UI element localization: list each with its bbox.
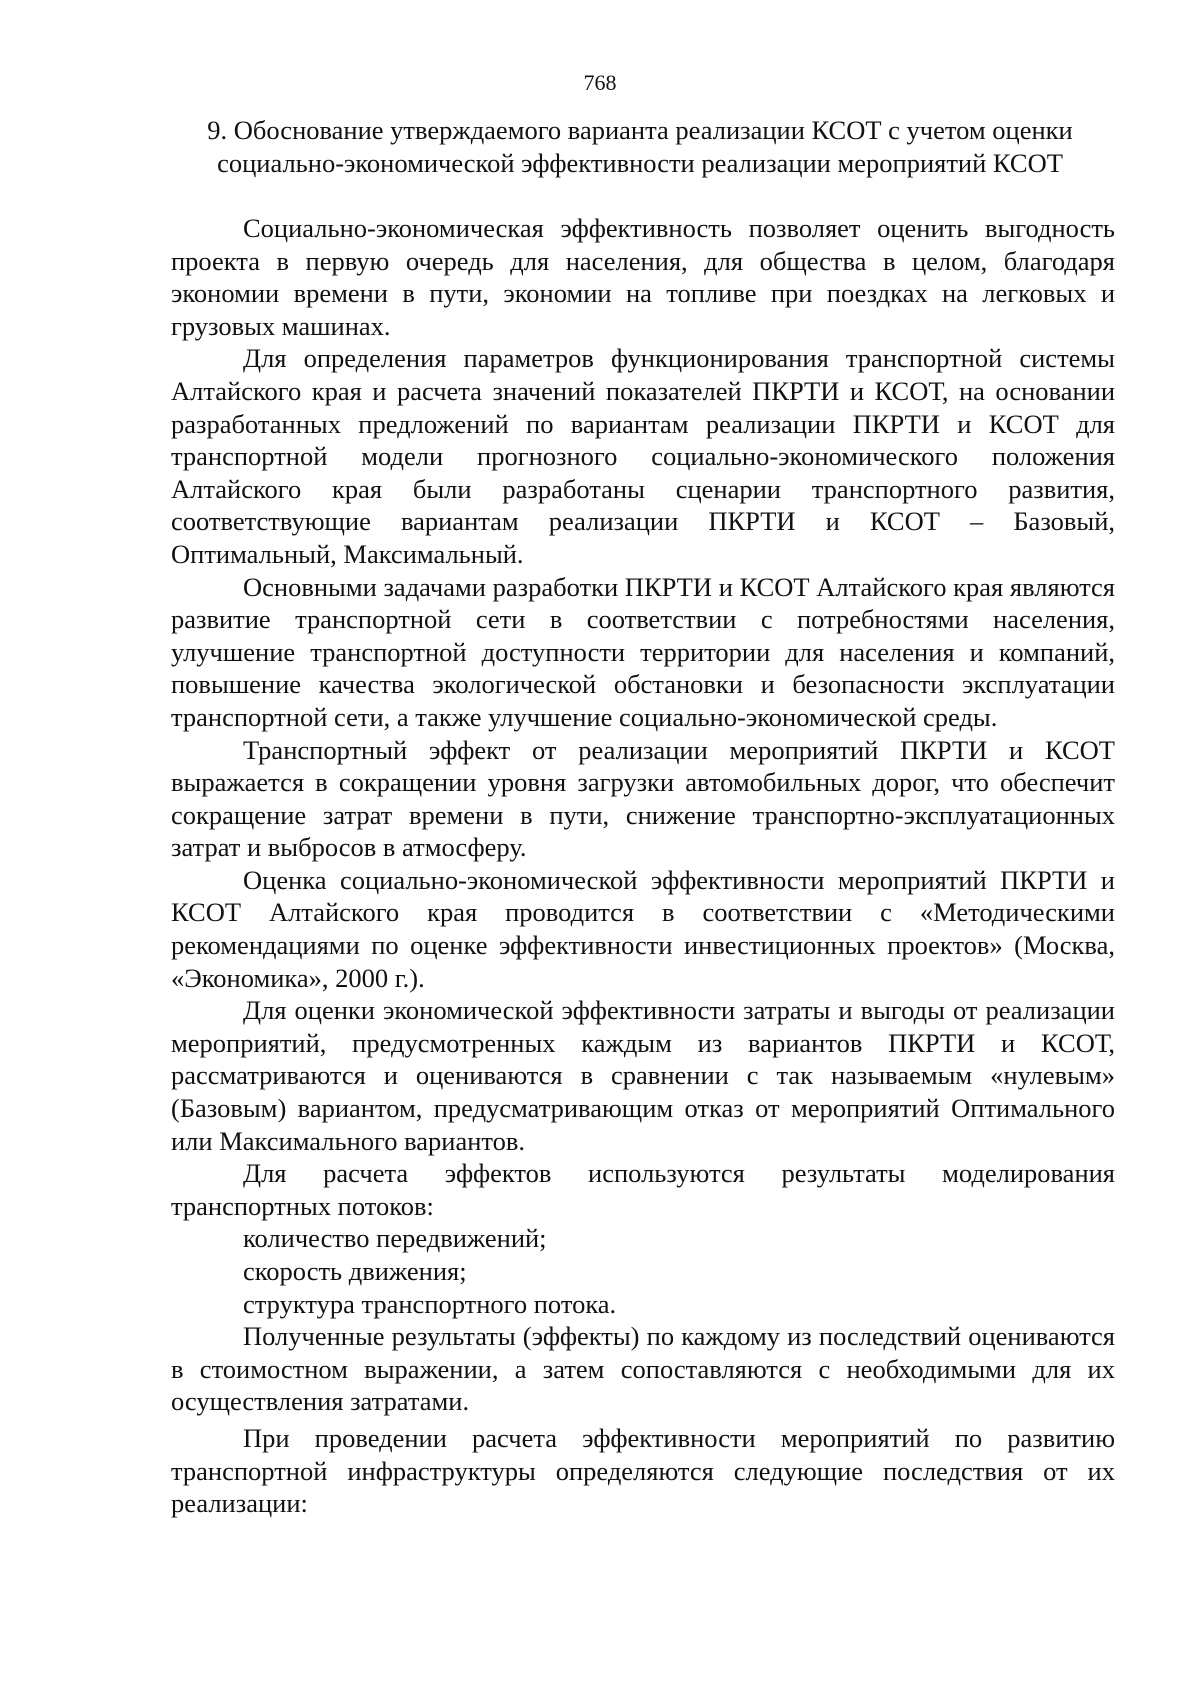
section-title-line-1: 9. Обоснование утверждаемого варианта реализации КСОТ с учетом оценки: [207, 115, 1073, 145]
paragraph-zero-variant: Для оценки экономической эффективности затраты и выгоды от реализации мероприятий, предусмотренных каждым из вариантов ПКРТИ и КСОТ, рассматриваются и оцениваются в сравнении с так называемым «нулевым» (Базовым) вариантом, предусматривающим отказ от мероприятий Оптимального или Максимального вариантов.: [171, 995, 1115, 1156]
paragraph-transport-parameters: Для определения параметров функционирования транспортной системы Алтайского края и расчета значений показателей ПКРТИ и КСОТ, на основании разработанных предложений по вариантам реализации ПКРТИ и КСОТ для транспортной модели прогнозного социально-экономического положения Алтайского края были разработаны сценарии транспортного развития, соответствующие вариантам реализации ПКРТИ и КСОТ – Базовый, Оптимальный, Максимальный.: [171, 343, 1115, 569]
section-title-line-2: социально-экономической эффективности реализации мероприятий КСОТ: [217, 148, 1063, 178]
page-number: 768: [583, 70, 617, 95]
paragraph-transport-effect: Транспортный эффект от реализации мероприятий ПКРТИ и КСОТ выражается в сокращении уровня загрузки автомобильных дорог, что обеспечит сокращение затрат времени в пути, снижение транспортно-эксплуатационных затрат и выбросов в атмосферу.: [171, 734, 1115, 863]
paragraph-effects-calculation: Для расчета эффектов используются результаты моделирования транспортных потоков:: [171, 1158, 1115, 1221]
paragraph-consequences: При проведении расчета эффективности мероприятий по развитию транспортной инфраструктуры определяются следующие последствия от их реализации:: [171, 1422, 1115, 1519]
list-item-flow-structure: структура транспортного потока.: [243, 1288, 617, 1319]
paragraph-social-economic-effect: Социально-экономическая эффективность позволяет оценить выгодность проекта в первую очередь для населения, для общества в целом, благодаря экономии времени в пути, экономии на топливе при поездках на легковых и грузовых машинах.: [171, 213, 1115, 341]
paragraph-main-tasks: Основными задачами разработки ПКРТИ и КСОТ Алтайского края являются развитие транспортной сети в соответствии с потребностями населения, улучшение транспортной доступности территории для населения и компаний, повышение качества экологической обстановки и безопасности эксплуатации транспортной сети, а также улучшение социально-экономической среды.: [171, 571, 1115, 732]
list-item-speed: скорость движения;: [243, 1256, 467, 1286]
paragraph-results-valuation: Полученные результаты (эффекты) по каждому из последствий оцениваются в стоимостном выражении, а затем сопоставляются с необходимыми для их осуществления затратами.: [171, 1321, 1115, 1417]
paragraph-evaluation-method: Оценка социально-экономической эффективности мероприятий ПКРТИ и КСОТ Алтайского края проводится в соответствии с «Методическими рекомендациями по оценке эффективности инвестиционных проектов» (Москва, «Экономика», 2000 г.).: [171, 864, 1115, 993]
body-text: [171, 212, 1115, 1520]
section-title: [160, 114, 1120, 180]
list-item-trip-count: количество передвижений;: [243, 1223, 547, 1254]
